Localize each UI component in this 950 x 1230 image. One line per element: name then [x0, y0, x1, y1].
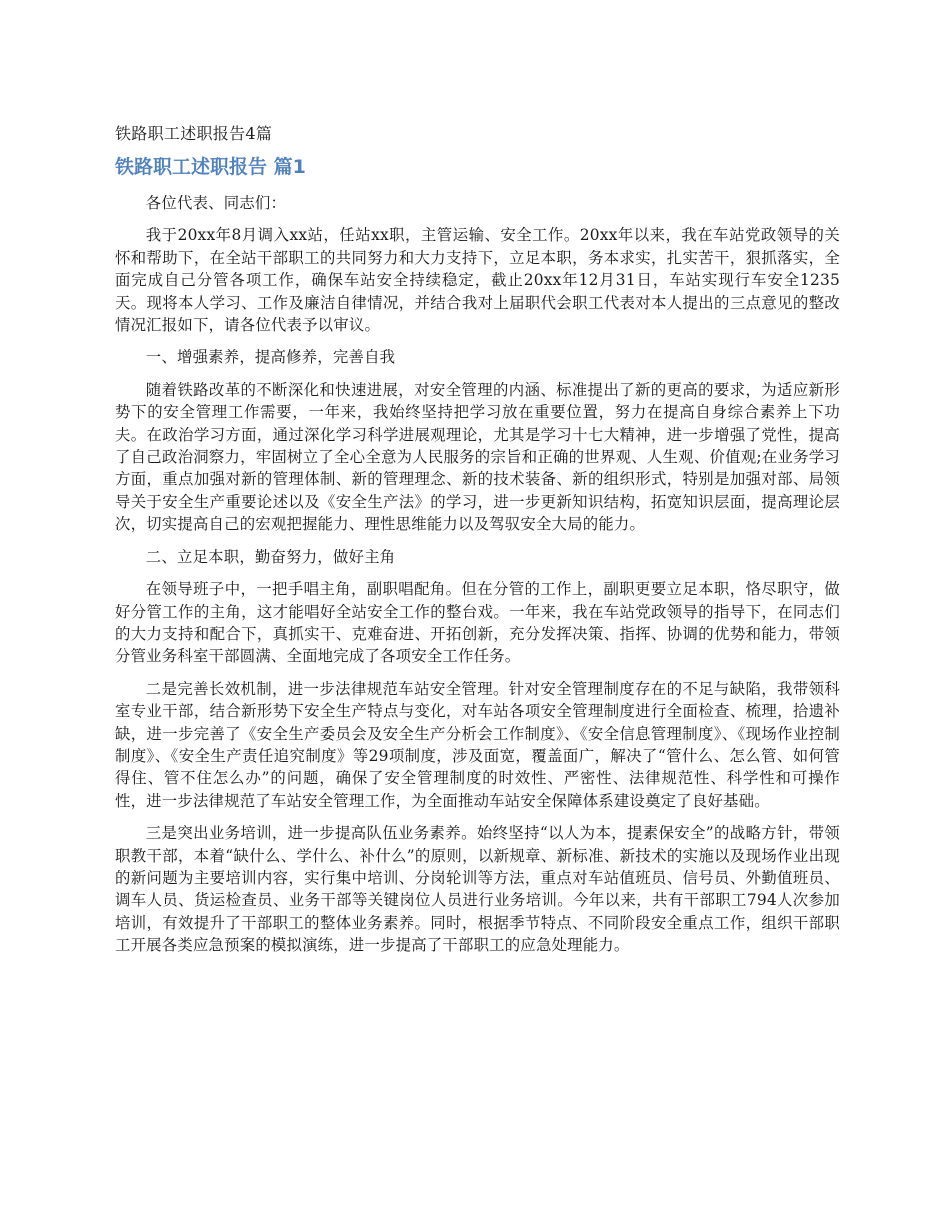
document-title: 铁路职工述职报告4篇: [115, 124, 273, 143]
section-heading: 铁路职工述职报告 篇1: [115, 156, 306, 178]
paragraph-role: 在领导班子中，一把手唱主角，副职唱配角。但在分管的工作上，副职更要立足本职，恪尽职守，做好分管工作的主角，这才能唱好全站安全工作的整台戏。一年来，我在车站党政领导的指导下，在同志们的大力支持和配合下，真抓实干、克难奋进、开拓创新，充分发挥决策、指挥、协调的优势和能力，带领分管业务科室干部圆满、全面地完成了各项安全工作任务。: [115, 580, 840, 666]
paragraph-greeting: 各位代表、同志们：: [145, 194, 287, 212]
paragraph-intro: 我于20xx年8月调入xx站，任站xx职，主管运输、安全工作。20xx年以来，我在车站党政领导的关怀和帮助下，在全站干部职工的共同努力和大力支持下，立足本职，务本求实，扎实苦干，狠抓落实，全面完成自己分管各项工作，确保车站安全持续稳定，截止20xx年12月31日，车站实现行车安全1235天。现将本人学习、工作及廉洁自律情况，并结合我对上届职代会职工代表对本人提出的三点意见的整改情况汇报如下，请各位代表予以审议。: [115, 226, 840, 335]
paragraph-mechanism: 二是完善长效机制，进一步法律规范车站安全管理。针对安全管理制度存在的不足与缺陷，我带领科室专业干部，结合新形势下安全生产特点与变化，对车站各项安全管理制度进行全面检查、梳理，拾遗补缺，进一步完善了《安全生产委员会及安全生产分析会工作制度》、《安全信息管理制度》、《现场作业控制制度》、《安全生产责任追究制度》等29项制度，涉及面宽，覆盖面广，解决了“管什么、怎么管、如何管得住、管不住怎么办”的问题，确保了安全管理制度的时效性、严密性、法律规范性、科学性和可操作性，进一步法律规范了车站安全管理工作，为全面推动车站安全保障体系建设奠定了良好基础。: [115, 679, 840, 810]
subheading-one: 一、增强素养，提高修养，完善自我: [145, 348, 396, 367]
subheading-two: 二、立足本职，勤奋努力，做好主角: [145, 547, 396, 566]
document-page: [115, 122, 840, 967]
paragraph-training: 三是突出业务培训，进一步提高队伍业务素养。始终坚持“以人为本，提素保安全”的战略方针，带领职教干部，本着“缺什么、学什么、补什么”的原则，以新规章、新标准、新技术的实施以及现场作业出现的新问题为主要培训内容，实行集中培训、分岗轮训等方法，重点对车站值班员、信号员、外勤值班员、调车人员、货运检查员、业务干部等关键岗位人员进行业务培训。今年以来，共有干部职工794人次参加培训，有效提升了干部职工的整体业务素养。同时，根据季节特点、不同阶段安全重点工作，组织干部职工开展各类应急预案的模拟演练，进一步提高了干部职工的应急处理能力。: [115, 824, 840, 955]
paragraph-study: 随着铁路改革的不断深化和快速进展，对安全管理的内涵、标准提出了新的更高的要求，为适应新形势下的安全管理工作需要，一年来，我始终坚持把学习放在重要位置，努力在提高自身综合素养上下功夫。在政治学习方面，通过深化学习科学进展观理论，尤其是学习十七大精神，进一步增强了党性，提高了自己政治洞察力，牢固树立了全心全意为人民服务的宗旨和正确的世界观、人生观、价值观;在业务学习方面，重点加强对新的管理体制、新的管理理念、新的技术装备、新的组织形式，特别是加强对部、局领导关于安全生产重要论述以及《安全生产法》的学习，进一步更新知识结构，拓宽知识层面，提高理论层次，切实提高自己的宏观把握能力、理性思维能力以及驾驭安全大局的能力。: [115, 380, 840, 534]
